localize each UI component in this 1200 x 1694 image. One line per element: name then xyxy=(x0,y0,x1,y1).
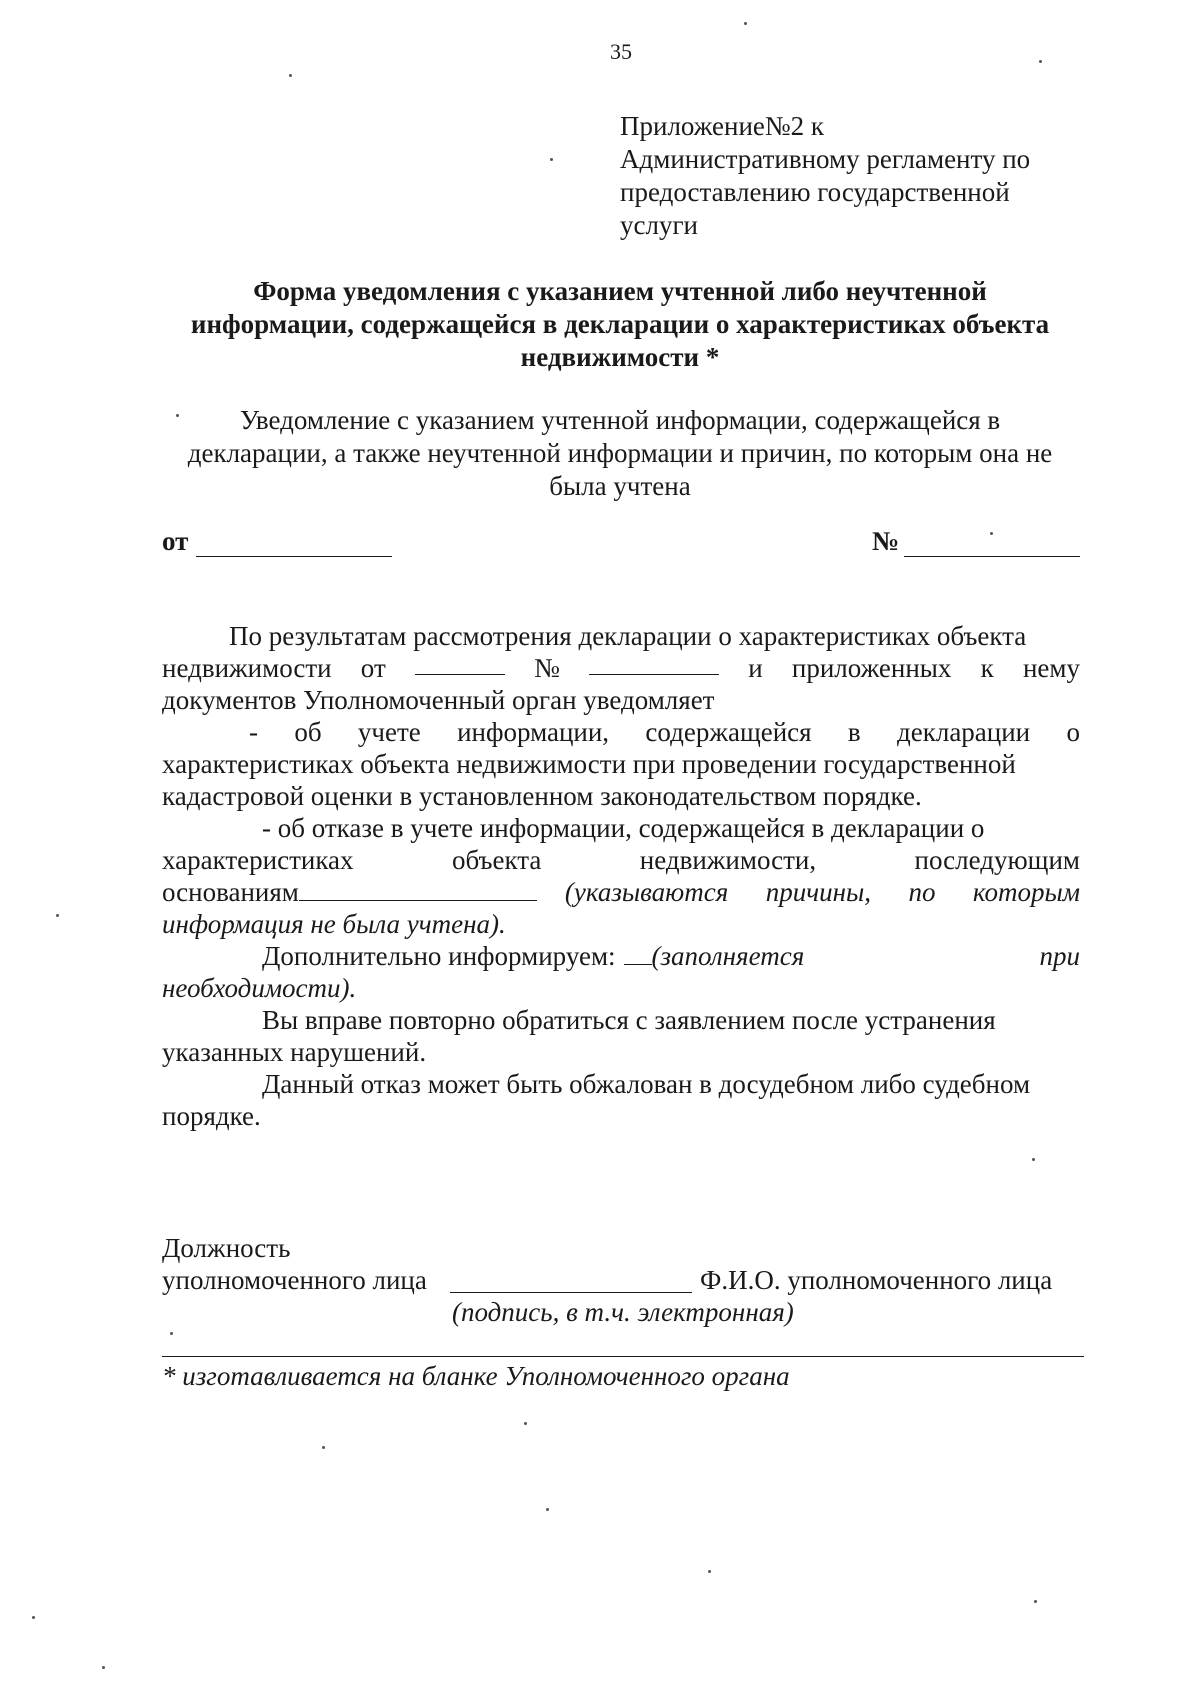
info-hint: (заполняется xyxy=(651,941,805,971)
info-blank xyxy=(624,942,652,965)
signature-blank xyxy=(450,1292,692,1293)
b1-word: содержащейся xyxy=(645,717,812,747)
b1-word: информации, xyxy=(457,717,610,747)
scan-speck xyxy=(1039,60,1042,63)
b2-word: объекта xyxy=(451,845,542,875)
scan-speck xyxy=(1034,1600,1037,1603)
scan-speck xyxy=(289,74,292,77)
hint-word: по xyxy=(908,877,936,907)
signature-fio: Ф.И.О. уполномоченного лица xyxy=(700,1265,1053,1295)
p1-word: недвижимости xyxy=(162,653,332,683)
signature-position-line-1: Должность xyxy=(162,1233,291,1263)
grounds-blank xyxy=(299,878,537,901)
footnote-text: * изготавливается на бланке Уполномоченного органа xyxy=(162,1361,790,1391)
notice-title-line-1: Уведомление с указанием учтенной информации, содержащейся в xyxy=(239,405,1001,435)
scan-speck xyxy=(170,1332,173,1335)
scan-speck xyxy=(176,414,179,417)
notice-title-line-2: декларации, а также неучтенной информации и причин, по которым она не xyxy=(187,438,1053,468)
body-p4-line-1: Данный отказ может быть обжалован в досудебном либо судебном xyxy=(262,1069,1031,1099)
page-number: 35 xyxy=(610,39,632,64)
appendix-line-3: предоставлению государственной xyxy=(620,177,1010,207)
b1-word: декларации xyxy=(897,717,1031,747)
scan-speck xyxy=(550,158,553,161)
b1-word: учете xyxy=(357,717,421,747)
appendix-line-1: Приложение№2 к xyxy=(620,111,825,141)
scan-speck xyxy=(322,1446,325,1449)
from-label: от xyxy=(162,526,189,556)
signature-caption: (подпись, в т.ч. электронная) xyxy=(452,1297,794,1327)
number-label: № xyxy=(872,526,900,556)
body-p3-line-1: Вы вправе повторно обратиться с заявлением после устранения xyxy=(262,1005,996,1035)
body-b2-line-4: информация не была учтена). xyxy=(162,909,506,939)
body-b2-line-2 xyxy=(162,844,1080,876)
p1-word: от xyxy=(360,653,386,683)
b1-word: об xyxy=(294,717,322,747)
body-p1-line-2 xyxy=(162,652,1080,684)
from-date-blank xyxy=(196,556,392,557)
body-b1-line-3: кадастровой оценки в установленном законодательством порядке. xyxy=(162,781,922,811)
b1-word: - xyxy=(249,717,258,747)
info-hint-end: при xyxy=(1039,941,1080,971)
p1-word: и xyxy=(748,653,763,683)
grounds-hint xyxy=(565,876,1080,908)
b2-word: последующим xyxy=(914,845,1080,875)
body-info-line-1 xyxy=(262,940,1080,972)
p1-word: приложенных xyxy=(791,653,952,683)
scan-speck xyxy=(1032,1158,1035,1161)
scan-speck xyxy=(546,1508,549,1511)
body-b2-line-1: - об отказе в учете информации, содержащейся в декларации о xyxy=(262,813,985,843)
hint-word: (указываются xyxy=(564,877,729,907)
b2-word: недвижимости, xyxy=(639,845,817,875)
p1-word: № xyxy=(534,653,560,683)
notice-title-line-3: была учтена xyxy=(549,471,691,501)
signature-position-line-2: уполномоченного лица xyxy=(162,1265,427,1295)
appendix-line-4: услуги xyxy=(620,210,698,240)
b2-word: характеристиках xyxy=(162,845,354,875)
body-b2-line-3 xyxy=(162,876,1080,908)
p1-word: к xyxy=(980,653,994,683)
body-p1-line-1: По результатам рассмотрения декларации о характеристиках объекта xyxy=(229,621,1027,651)
form-title-line-1: Форма уведомления с указанием учтенной либо неучтенной xyxy=(253,276,987,306)
appendix-line-2: Административному регламенту по xyxy=(620,144,1031,174)
body-b1-line-1 xyxy=(249,716,1080,748)
scan-speck xyxy=(524,1422,527,1425)
hint-word: которым xyxy=(972,877,1080,907)
p1-word: нему xyxy=(1022,653,1080,683)
scan-speck xyxy=(708,1570,711,1573)
scan-speck xyxy=(56,914,59,917)
info-label: Дополнительно информируем: xyxy=(262,941,616,971)
footnote-separator xyxy=(162,1356,1084,1357)
declaration-date-blank xyxy=(415,652,505,675)
form-title-line-2: информации, содержащейся в декларации о характеристиках объекта xyxy=(190,309,1050,339)
scan-speck xyxy=(744,22,747,25)
body-p1-line-3: документов Уполномоченный орган уведомляет xyxy=(162,685,715,715)
form-title-line-3: недвижимости * xyxy=(520,342,720,372)
hint-word: причины, xyxy=(765,877,871,907)
grounds-label: основаниям xyxy=(162,877,299,907)
scan-speck xyxy=(102,1666,105,1669)
scan-speck xyxy=(32,1616,35,1619)
b1-word: в xyxy=(847,717,861,747)
body-info-line-2: необходимости). xyxy=(162,973,357,1003)
number-blank xyxy=(904,556,1080,557)
scan-speck xyxy=(990,532,993,535)
body-b1-line-2: характеристиках объекта недвижимости при проведении государственной xyxy=(162,749,1016,779)
body-p3-line-2: указанных нарушений. xyxy=(162,1037,427,1067)
body-p4-line-2: порядке. xyxy=(162,1101,261,1131)
b1-word: о xyxy=(1066,717,1080,747)
declaration-number-blank xyxy=(589,652,719,675)
